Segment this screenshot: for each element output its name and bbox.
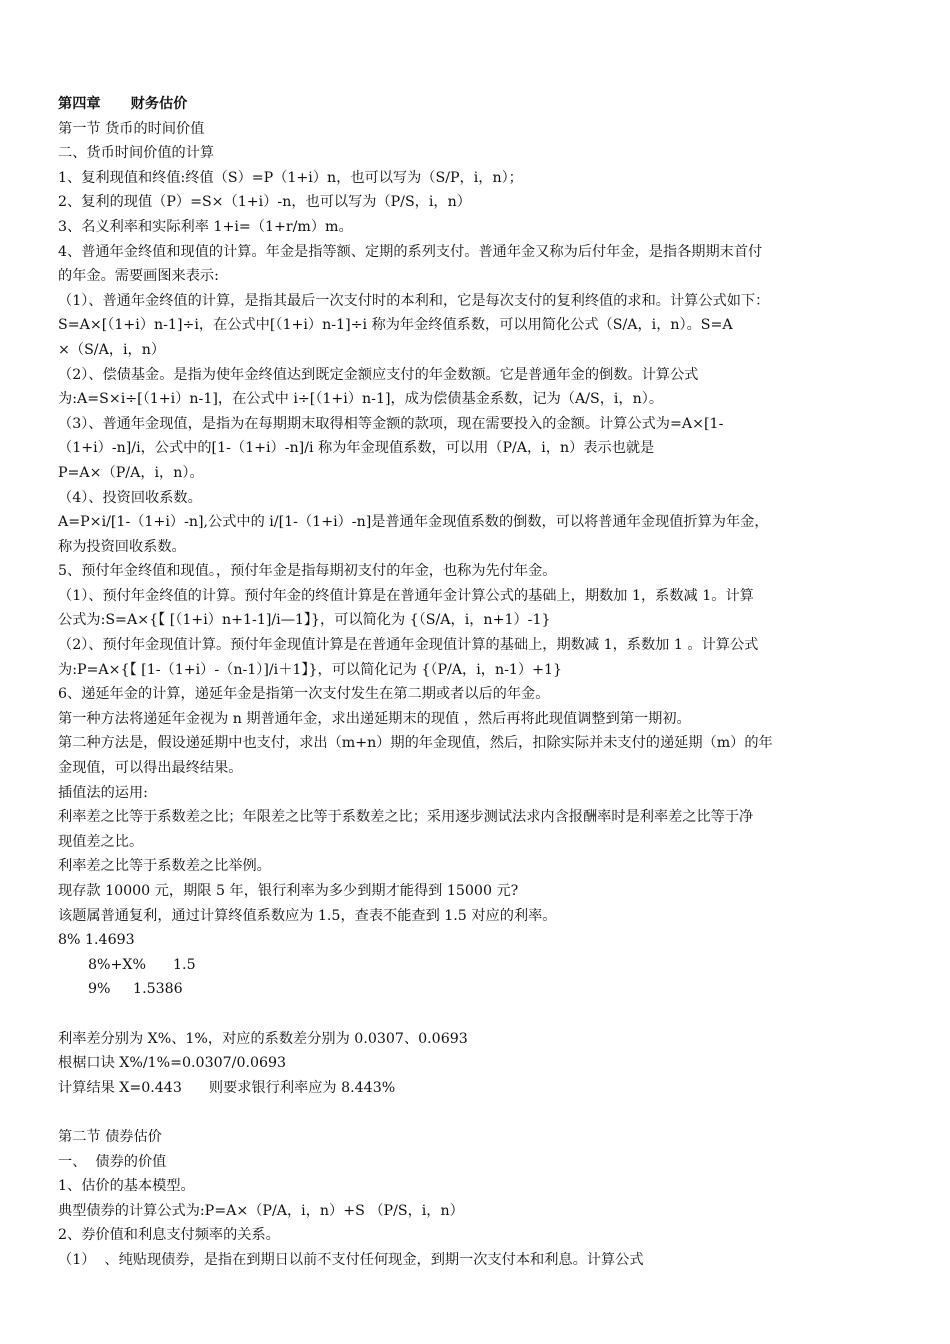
blank-line (58, 1100, 894, 1125)
text-line: （3）、普通年金现值，是指为在每期期末取得相等金额的款项，现在需要投入的金额。计算公式为=A×[1- (58, 415, 724, 432)
text-line: S=A×[（1+i）n-1]÷i，在公式中[（1+i）n-1]÷i 称为年金终值系数，可以用简化公式（S/A，i，n）。S=A (58, 317, 733, 334)
text-line: 3、名义利率和实际利率 1+i=（1+r/m）m。 (58, 218, 353, 235)
text-line: 现值差之比。 (58, 833, 144, 850)
text-line: 8%+X% 1.5 (88, 956, 196, 973)
text-line: 现存款 10000 元，期限 5 年，银行利率为多少到期才能得到 15000 元? (58, 883, 519, 899)
document-page (58, 92, 894, 1273)
text-line: 公式为:S=A×{【 [（1+i）n+1-1]/i—1】}，可以简化为 {（S/A，i，n+1）-1} (58, 612, 551, 629)
text-line: 称为投资回收系数。 (58, 538, 186, 555)
text-line: 该题属普通复利，通过计算终值系数应为 1.5，查表不能查到 1.5 对应的利率。 (58, 907, 557, 924)
text-line: 第二种方法是，假设递延期中也支付，求出（m+n）期的年金现值，然后，扣除实际并未支付的递延期（m）的年 (58, 735, 773, 752)
chapter-heading (58, 92, 894, 117)
text-line: 5、预付年金终值和现值。，预付年金是指每期初支付的年金，也称为先付年金。 (58, 563, 557, 580)
text-line: 的年金。需要画图来表示: (58, 268, 219, 285)
text-line: 为:A=S×i÷[（1+i）n-1]，在公式中 i÷[（1+i）n-1]，成为偿债基金系数，记为（A/S，i，n）。 (58, 391, 664, 408)
text-line: 1、复利现值和终值:终值（S）=P（1+i）n，也可以写为（S/P，i，n）； (58, 169, 523, 186)
text-line: 根椐口诀 X%/1%=0.0307/0.0693 (58, 1055, 287, 1072)
text-line: （1）、预付年金终值的计算。预付年金的终值计算是在普通年金计算公式的基础上，期数加 1，系数减 1。计算 (58, 587, 754, 604)
text-line: 二、货币时间价值的计算 (58, 145, 215, 162)
text-line: 4、普通年金终值和现值的计算。年金是指等额、定期的系列支付。普通年金又称为后付年金，是指各期期末首付 (58, 243, 763, 260)
text-line: 第一种方法将递延年金视为 n 期普通年金，求出递延期末的现值 ，然后再将此现值调整到第一期初。 (58, 710, 691, 727)
text-line: 利率差之比等于系数差之比；年限差之比等于系数差之比；采用逐步测试法求内含报酬率时是利率差之比等于净 (58, 809, 754, 826)
text-line: （1+i）-n]/i，公式中的[1-（1+i）-n]/i 称为年金现值系数，可以用（P/A，i，n）表示也就是 (58, 440, 655, 457)
text-line: 为:P=A×{【 [1-（1+i）-（n-1）]/i＋1】}，可以简化记为 {（P/A，i，n-1）+1} (58, 661, 563, 678)
text-line: 金现值，可以得出最终结果。 (58, 760, 243, 777)
chapter-title: 财务估价 (130, 96, 188, 112)
text-line: ×（S/A，i，n） (58, 341, 166, 358)
text-line: 6、递延年金的计算，递延年金是指第一次支付发生在第二期或者以后的年金。 (58, 686, 550, 703)
text-line: 第二节 债券估价 (58, 1128, 162, 1145)
text-line: （4）、投资回收系数。 (58, 489, 202, 506)
text-line: A=P×i/[1-（1+i）-n],公式中的 i/[1-（1+i）-n]是普通年金现值系数的倒数，可以将普通年金现值折算为年金， (58, 514, 769, 531)
text-line: （1） 、纯贴现债券，是指在到期日以前不支付任何现金，到期一次支付本和利息。计算公式 (58, 1251, 644, 1268)
text-line: 1、估价的基本模型。 (58, 1178, 195, 1195)
document-body (58, 117, 894, 1273)
text-line: （2）、预付年金现值计算。预付年金现值计算是在普通年金现值计算的基础上，期数减 1，系数加 1 。计算公式 (58, 637, 759, 654)
text-line: P=A×（P/A，i，n）。 (58, 464, 204, 481)
text-line: 计算结果 X=0.443 则要求银行利率应为 8.443% (58, 1079, 396, 1096)
text-line: 9% 1.5386 (88, 981, 183, 998)
text-line: 典型债券的计算公式为:P=A×（P/A，i，n）+S （P/S，i，n） (58, 1202, 464, 1219)
text-line: 插值法的运用: (58, 784, 148, 801)
text-line: （1）、普通年金终值的计算，是指其最后一次支付时的本利和，它是每次支付的复利终值的求和。计算公式如下： (58, 292, 770, 309)
text-line: 8% 1.4693 (58, 932, 135, 949)
blank-line (58, 1002, 894, 1027)
text-line: 2、复利的现值（P）=S×（1+i）-n，也可以写为（P/S，i，n） (58, 194, 471, 211)
text-line: 2、券价值和利息支付频率的关系。 (58, 1227, 280, 1244)
text-line: 利率差之比等于系数差之比举例。 (58, 858, 271, 875)
text-line: （2）、偿债基金。是指为使年金终值达到既定金额应支付的年金数额。它是普通年金的倒数。计算公式 (58, 366, 699, 383)
text-line: 利率差分别为 X%、1%，对应的系数差分别为 0.0307、0.0693 (58, 1030, 468, 1047)
text-line: 第一节 货币的时间价值 (58, 120, 205, 137)
text-line: 一、 债券的价值 (58, 1153, 167, 1170)
chapter-number: 第四章 (58, 96, 101, 112)
